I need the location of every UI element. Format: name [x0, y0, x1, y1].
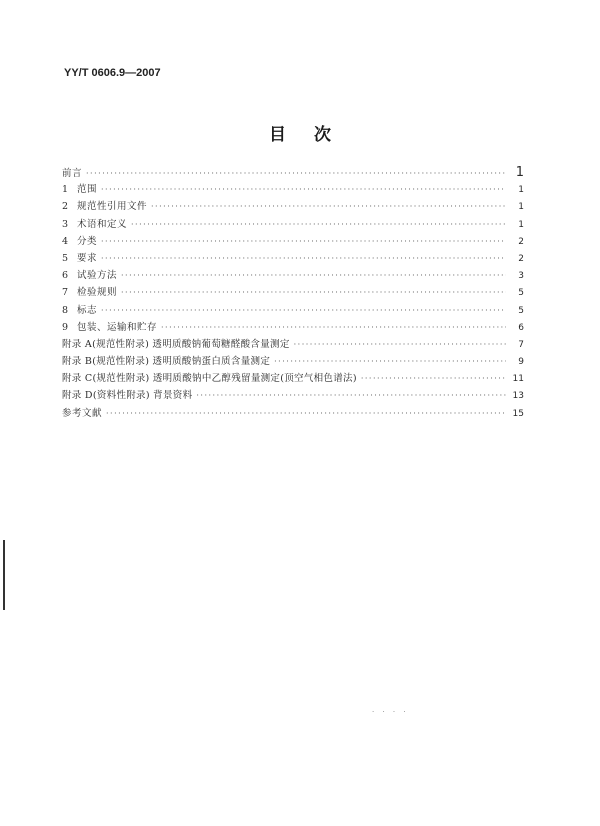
toc-num: 4 — [62, 235, 69, 247]
dot-leader — [131, 216, 506, 233]
title-char-2: 次 — [314, 125, 331, 145]
toc-page: 9 — [518, 357, 524, 368]
toc-label: 包装、运输和贮存 — [77, 321, 158, 333]
toc-num: 7 — [62, 287, 69, 299]
toc-page: 1 — [515, 165, 524, 180]
dot-leader — [274, 353, 506, 370]
toc-entry-bibliography — [62, 405, 524, 422]
toc-entry-annex-d — [62, 387, 524, 404]
dot-leader — [106, 405, 506, 422]
toc-page: 2 — [518, 253, 524, 264]
toc-label: 要求 — [77, 252, 98, 264]
standard-code: YY/T 0606.9—2007 — [64, 67, 161, 79]
toc-entry-requirements — [62, 250, 524, 267]
dot-leader — [294, 336, 506, 353]
toc-page: 5 — [518, 288, 524, 299]
dot-leader — [86, 165, 506, 182]
table-of-contents — [62, 164, 524, 422]
toc-page: 6 — [518, 322, 524, 333]
toc-num: 8 — [62, 304, 69, 316]
toc-label: 前言 — [62, 168, 83, 179]
toc-page: 11 — [512, 374, 524, 385]
title-char-1: 目 — [269, 125, 286, 145]
dot-leader — [161, 319, 506, 336]
toc-num: 2 — [62, 201, 69, 213]
toc-label: 附录 C(规范性附录) 透明质酸钠中乙醇残留量测定(顶空气相色谱法) — [62, 373, 357, 385]
toc-entry-terms — [62, 216, 524, 233]
dot-leader — [101, 181, 506, 198]
toc-num: 9 — [62, 321, 69, 333]
toc-page: 13 — [512, 391, 524, 402]
toc-page: 2 — [518, 236, 524, 247]
dot-leader — [101, 302, 506, 319]
toc-page: 1 — [518, 202, 524, 213]
toc-label: 试验方法 — [77, 270, 118, 282]
toc-entry-normative-refs — [62, 198, 524, 215]
toc-num: 3 — [62, 218, 69, 230]
dot-leader — [101, 250, 506, 267]
toc-page: 1 — [518, 185, 524, 196]
toc-label: 附录 A(规范性附录) 透明质酸钠葡萄糖醛酸含量测定 — [62, 338, 290, 350]
dot-leader — [151, 198, 506, 215]
toc-entry-foreword — [62, 164, 524, 181]
toc-num: 5 — [62, 252, 69, 264]
dot-leader — [121, 284, 506, 301]
dot-leader — [101, 233, 506, 250]
toc-label: 检验规则 — [77, 287, 118, 299]
toc-entry-scope — [62, 181, 524, 198]
toc-num: 6 — [62, 270, 69, 282]
toc-num: 1 — [62, 184, 69, 196]
toc-label: 分类 — [77, 235, 98, 247]
toc-label: 附录 B(规范性附录) 透明质酸钠蛋白质含量测定 — [62, 356, 271, 368]
toc-label: 附录 D(资料性附录) 背景资料 — [62, 390, 193, 402]
toc-entry-annex-c — [62, 370, 524, 387]
toc-label: 标志 — [77, 304, 98, 316]
toc-entry-annex-a — [62, 336, 524, 353]
toc-label: 参考文献 — [62, 407, 103, 419]
dot-leader — [196, 387, 506, 404]
toc-page: 5 — [518, 305, 524, 316]
toc-label: 范围 — [77, 184, 98, 196]
toc-page: 7 — [518, 339, 524, 350]
toc-entry-classification — [62, 233, 524, 250]
toc-label: 规范性引用文件 — [77, 201, 148, 213]
toc-page: 3 — [518, 271, 524, 282]
page-title — [0, 120, 600, 145]
toc-entry-packaging — [62, 319, 524, 336]
toc-entry-inspection — [62, 284, 524, 301]
toc-entry-test-methods — [62, 267, 524, 284]
dot-leader — [361, 370, 506, 387]
toc-entry-marking — [62, 302, 524, 319]
scan-margin-mark — [3, 540, 5, 610]
dot-leader — [121, 267, 506, 284]
toc-page: 1 — [518, 219, 524, 230]
toc-label: 术语和定义 — [77, 218, 128, 230]
toc-entry-annex-b — [62, 353, 524, 370]
toc-page: 15 — [512, 408, 524, 419]
scan-specks: · · · · — [372, 708, 409, 716]
